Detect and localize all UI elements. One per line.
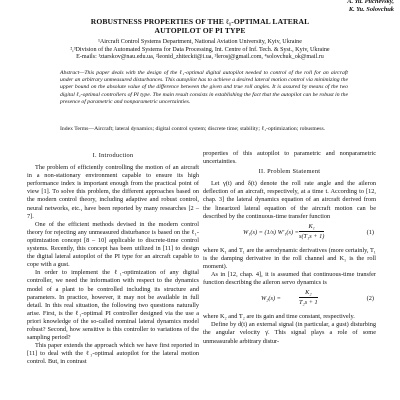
paragraph: One of the efficient methods devised in the modern control theory for rejecting any unmeasured disturbance is based on the ℓ₁-optimization concept [8 – 10] applicable to discrete-time control systems. Recently, this concept has been utilized in [11] to design the digital lateral autopilot of the PI type for an aircraft capable to cope with a gust. <box>27 220 199 269</box>
section-heading-problem-statement: II. Problem Statement <box>258 168 321 176</box>
equation-fraction <box>299 289 318 307</box>
paragraph: The problem of efficiently controlling the motion of an aircraft in a non-stationary environment capable to ensure its high performance index is important enough from the practical point of view [1]. To solve this problem, the different approaches based on the modern control theory, including adaptive and robust control, neural networks, etc., have been reported by many researches [2 – 7]. <box>27 164 199 220</box>
email-line: E-mails: ¹ztarskov@nau.edu.ua, ²leonid_zhiteckii@i.ua, ³lerosj@gmail.com, ⁴solovchuk_ok@mail.ru <box>76 54 324 61</box>
title-line: ROBUSTNESS PROPERTIES OF THE ℓ₁-OPTIMAL LATERAL <box>90 17 310 26</box>
fraction-numerator: K₂ <box>299 289 318 298</box>
equation-lhs: W₂(s) = <box>261 295 281 303</box>
equation-number: (1) <box>366 228 374 236</box>
equation-1 <box>203 223 376 245</box>
paragraph: Let γ(t) and δ(t) denote the roll rate angle and the aileron deflection of an aircraft, respectively, at a time t. According to [12, chap. 3] the lateral dynamics equation of an aircraft derived from the linearized lateral equation of the aircraft motion can be described by the continuous-time transfer function <box>203 180 376 220</box>
equation-2 <box>203 289 376 311</box>
paragraph: As in [12, chap. 4], it is assumed that continuous-time transfer function describing the aileron servo dynamics is <box>203 271 376 287</box>
left-column <box>27 150 199 366</box>
section-heading-introduction: I. Introduction <box>92 152 134 159</box>
author-line: K. Yu. Solovchuk <box>348 5 394 13</box>
paper-title <box>0 17 400 35</box>
paragraph: properties of this autopilot to parametric and nonparametric uncertainties. <box>203 150 376 166</box>
index-terms: Index Terms—Aircraft; lateral dynamics; digital control system; discrete time; stability; ℓ₁-optimization; robustness. <box>60 126 326 132</box>
affiliation-line: ²,³Division of the Automated Systems for Data Processing, Int. Centre of Inf. Tech. & Syst., Kyiv, Ukraine <box>70 46 330 53</box>
author-line: A. Yu. Pilchevsky, <box>347 0 394 5</box>
paragraph: where K₂ and T₂ are its gain and time constant, respectively. <box>203 313 355 321</box>
title-line: AUTOPILOT OF PI TYPE <box>154 26 246 35</box>
fraction-denominator: T₂s + 1 <box>299 299 318 307</box>
paragraph: In order to implement the ℓ₁-optimization of any digital controller, we need the information with respect to the dynamics model of a plant to be controlled including its structure and parameters. In practice, however, it may not be available in full detail. In this real situation, the following two questions naturally arise. First, is the ℓ₁-optimal PI controller designed via the use a priori knowledge of the so-called nominal lateral dynamics model robust? Second, how sensitive is this controller to variations of the sampling period? <box>27 269 199 342</box>
affiliations <box>0 39 400 62</box>
equation-fraction <box>299 223 324 241</box>
paragraph: This paper extends the approach which we have first reported in [11] to deal with the ℓ₁-optimal autopilot for the lateral motion control. But, in contrast <box>27 342 199 366</box>
equation-number: (2) <box>366 295 374 303</box>
equation-lhs: W₁(s) = (1/s) W′₁(s) = <box>243 228 299 236</box>
paragraph: Define by d(t) an external signal (in particular, a gust) disturbing the angular velocity γ̇. This signal plays a role of some unmeasurable arbitrary distur- <box>203 321 376 345</box>
fraction-numerator: K₁ <box>299 223 324 232</box>
affiliation-line: ¹Aircraft Control Systems Department, National Aviation University, Kyiv, Ukraine <box>98 39 302 45</box>
running-authors <box>347 0 394 13</box>
right-column <box>203 150 376 346</box>
fraction-denominator: s(T₁s + 1) <box>299 232 325 240</box>
paragraph: where K₁ and T₁ are the aerodynamic derivatives (more certainly, T₁ is the damping derivative in the roll channel and K₁ is the roll moment). <box>203 246 376 270</box>
abstract: Abstract—This paper deals with the design of the ℓ₁-optimal digital autopilot needed to control of the roll for an aircraft under an arbitrary unmeasured disturbances. This autopilot has to achieve a desired lateral motion control via minimizing the upper bound on the absolute value of the difference between the given and true roll angles. It is assured by means of the two digital ℓ₁-optimal controllers of PI type. The main result consists in establishing the fact that the autopilot can be robust in the presence of parametric and nonparametric uncertainties. <box>60 70 348 105</box>
